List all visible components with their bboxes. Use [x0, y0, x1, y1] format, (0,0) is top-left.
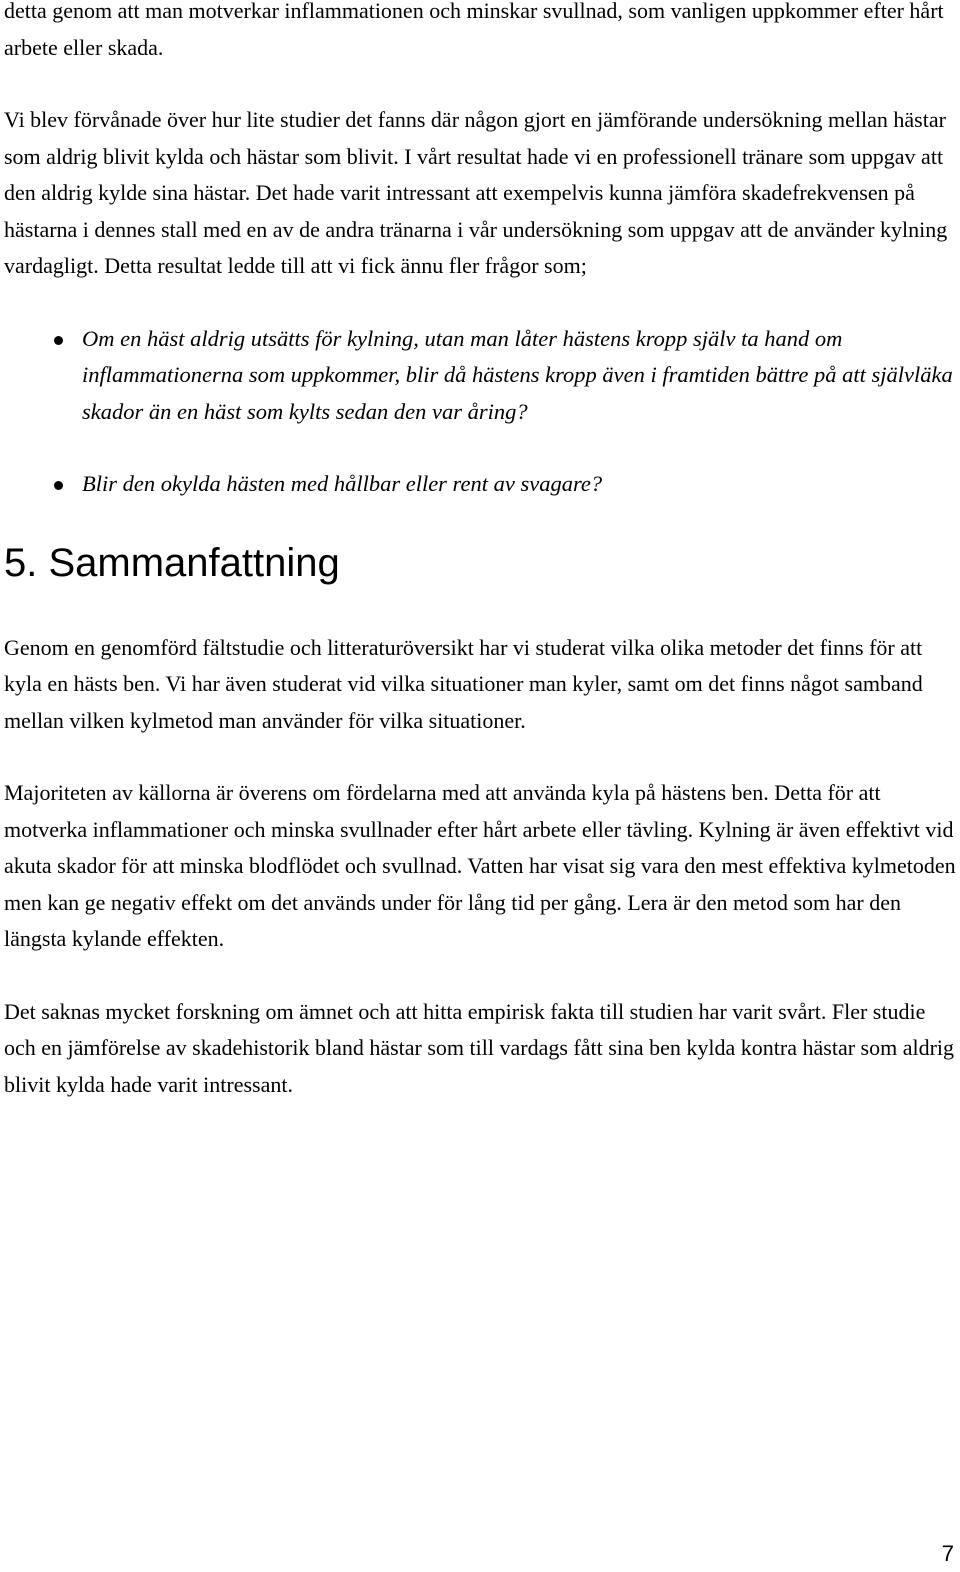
paragraph-summary-findings: Majoriteten av källorna är överens om fördelarna med att använda kyla på hästens ben. Detta för att motverka inflammationer och minska svullnader efter hårt arbete eller tävling. Kylning är även effektivt vid akuta skador för att minska blodflödet och svullnad. Vatten har visat sig vara den mest effektiva kylmetoden men kan ge negativ effekt om det används under för lång tid per gång. Lera är den metod som har den längsta kylande effekten. — [4, 780, 956, 951]
paragraph-gap — [4, 958, 956, 994]
section-heading: 5. Sammanfattning — [4, 540, 340, 585]
question-list — [4, 321, 956, 503]
bullet-icon — [54, 336, 63, 345]
paragraph-gap — [4, 66, 956, 102]
list-item — [4, 321, 956, 431]
document-page — [4, 0, 956, 1103]
question-text: Blir den okylda hästen med hållbar eller rent av svagare? — [82, 471, 603, 496]
paragraph-continuation: detta genom att man motverkar inflammationen och minskar svullnad, som vanligen uppkommer efter hårt arbete eller skada. — [4, 0, 944, 60]
list-item — [4, 466, 956, 503]
question-text: Om en häst aldrig utsätts för kylning, utan man låter hästens kropp själv ta hand om inflammationerna som uppkommer, blir då hästens kropp även i framtiden bättre på att självläka skador än en häst som kylts sedan den var åring? — [82, 325, 953, 424]
paragraph-results-discussion: Vi blev förvånade över hur lite studier det fanns där någon gjort en jämförande undersökning mellan hästar som aldrig blivit kylda och hästar som blivit. I vårt resultat hade vi en professionell tränare som uppgav att den aldrig kylde sina hästar. Det hade varit intressant att exempelvis kunna jämföra skadefrekvensen på hästarna i dennes stall med en av de andra tränarna i vår undersökning som uppgav att de använder kylning vardagligt. Detta resultat ledde till att vi fick ännu fler frågor som; — [4, 107, 948, 278]
page-number: 7 — [941, 1541, 954, 1566]
paragraph-summary-intro: Genom en genomförd fältstudie och litteraturöversikt har vi studerat vilka olika metoder det finns för att kyla en hästs ben. Vi har även studerat vid vilka situationer man kyler, samt om det finns något samband mellan vilken kylmetod man använder för vilka situationer. — [4, 634, 923, 733]
paragraph-summary-conclusion: Det saknas mycket forskning om ämnet och att hitta empirisk fakta till studien har varit svårt. Fler studie och en jämförelse av skadehistorik bland hästar som till vardags fått sina ben kylda kontra hästar som aldrig blivit kylda hade varit intressant. — [4, 998, 955, 1097]
bullet-icon — [54, 481, 63, 490]
paragraph-gap — [4, 739, 956, 775]
